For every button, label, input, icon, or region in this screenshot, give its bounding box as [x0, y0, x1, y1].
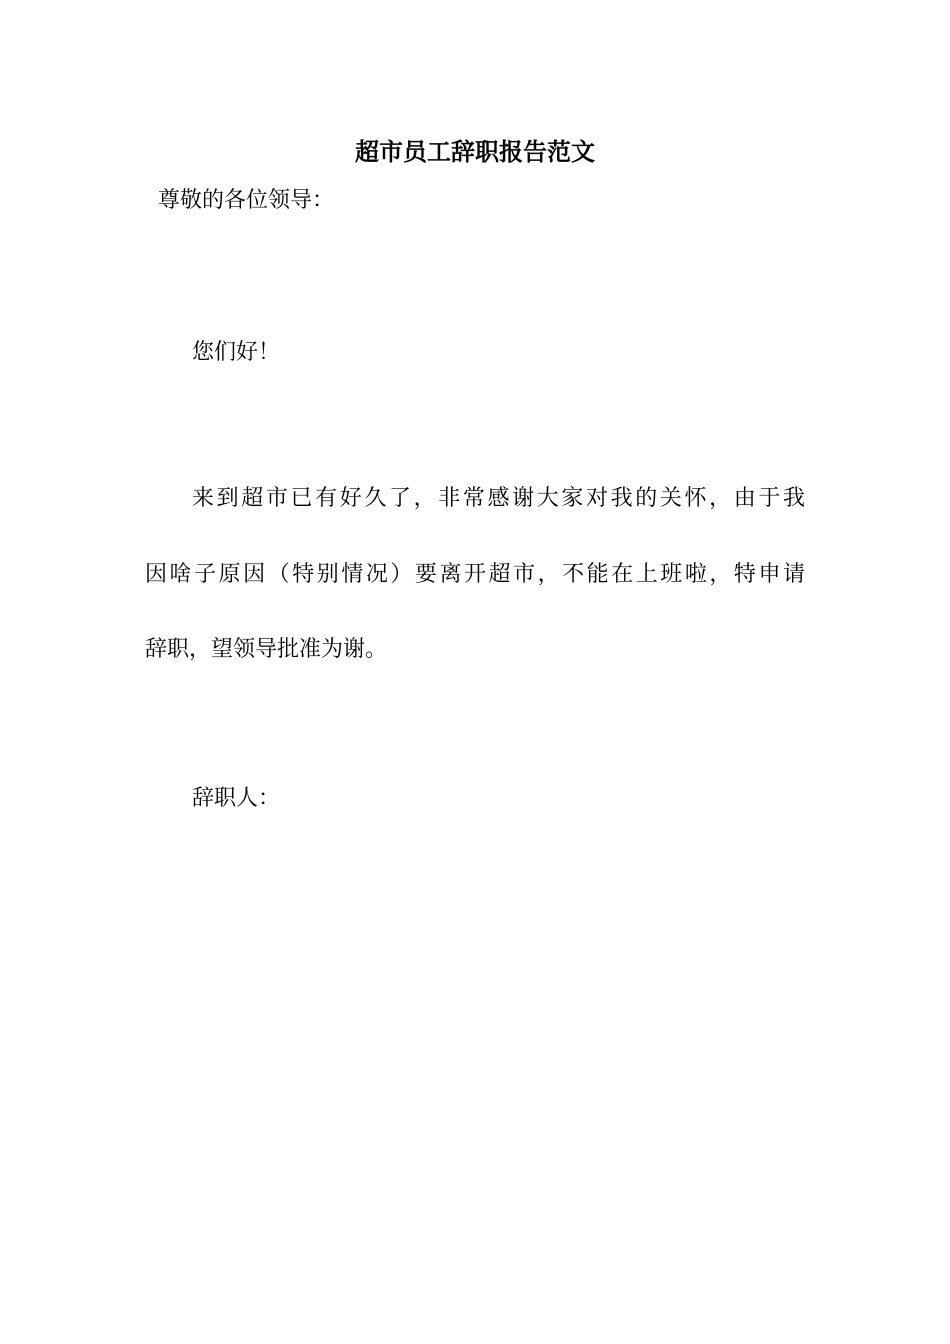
greeting: 您们好！: [192, 340, 281, 365]
salutation: 尊敬的各位领导：: [158, 188, 335, 213]
body-paragraph-line: 来到超市已有好久了，非常感谢大家对我的关怀，由于我: [192, 486, 805, 511]
body-paragraph-line: 辞职，望领导批准为谢。: [145, 637, 388, 662]
body-paragraph-line: 因啥子原因（特别情况）要离开超市，不能在上班啦，特申请: [145, 562, 805, 587]
document-title: 超市员工辞职报告范文: [355, 137, 595, 166]
signature-label: 辞职人：: [192, 786, 281, 811]
